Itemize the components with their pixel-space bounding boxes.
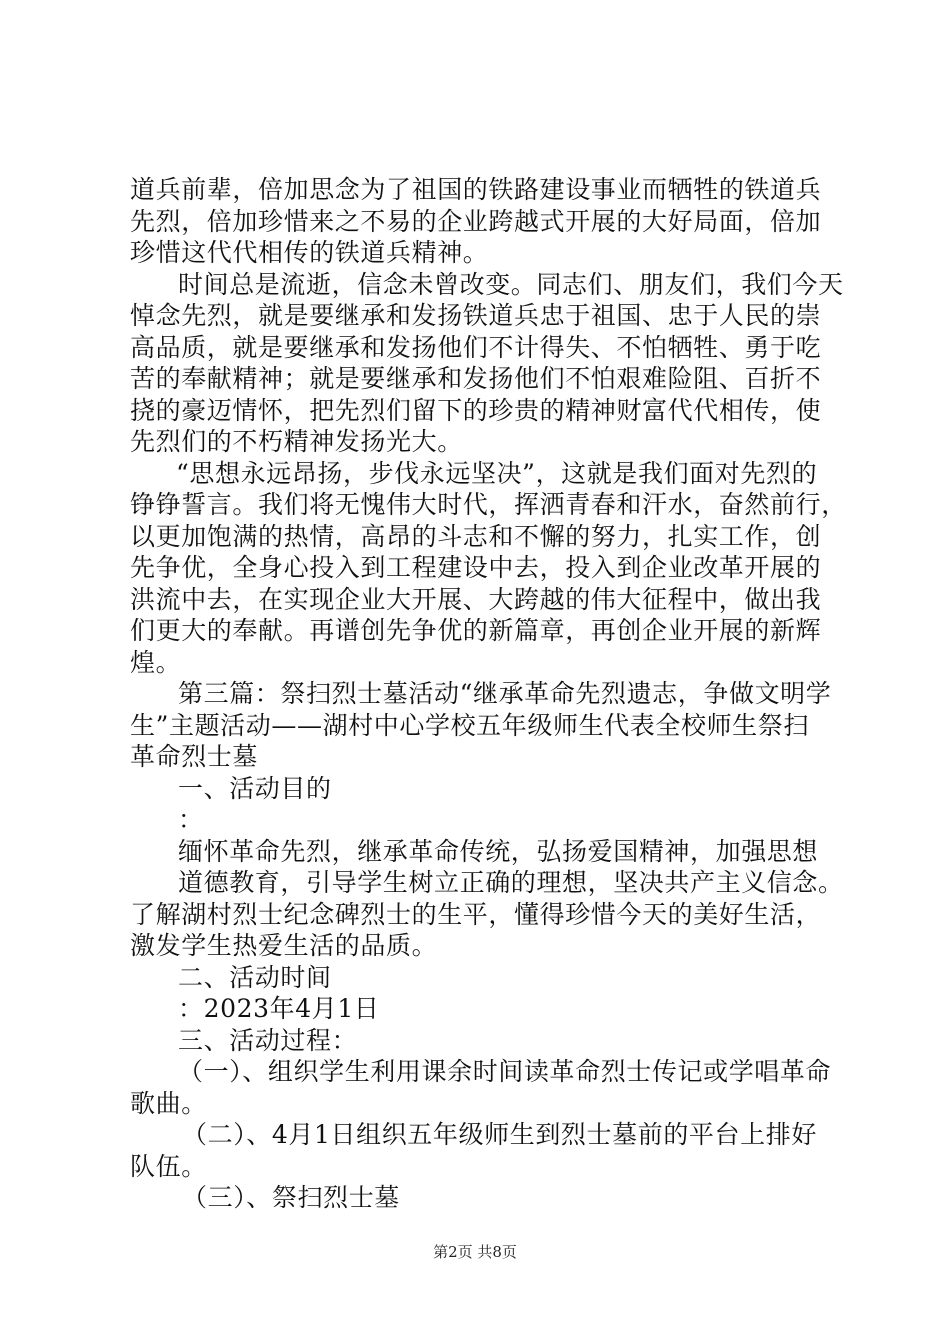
body-line: 悼念先烈，就是要继承和发扬铁道兵忠于祖国、忠于人民的崇 <box>130 301 822 330</box>
body-line: 煌。 <box>130 647 182 677</box>
section-title-line: 第三篇：祭扫烈士墓活动“继承革命先烈遗志，争做文明学 <box>178 679 832 708</box>
body-line: 了解湖村烈士纪念碑烈士的生平，懂得珍惜今天的美好生活， <box>130 899 822 929</box>
heading-line: 一、活动目的 <box>178 773 332 803</box>
page-footer: 第2页 共8页 <box>433 1243 517 1261</box>
body-line: 歌曲。 <box>130 1088 207 1118</box>
body-line: 缅怀革命先烈，继承革命传统，弘扬爱国精神，加强思想 <box>178 836 819 866</box>
body-line: （二）、4月1日组织五年级师生到烈士墓前的平台上排好 <box>182 1120 817 1149</box>
heading-line: 三、活动过程： <box>178 1025 358 1055</box>
body-line: “思想永远昂扬，步伐永远坚决”，这就是我们面对先烈的 <box>176 458 818 488</box>
body-line: 珍惜这代代相传的铁道兵精神。 <box>130 238 489 267</box>
body-line: ：2023年4月1日 <box>178 994 380 1023</box>
section-title-line: 革命烈士墓 <box>130 742 259 771</box>
body-line: 高品质，就是要继承和发扬他们不计得失、不怕牺牲、勇于吃 <box>130 332 822 362</box>
section-title-line: 生”主题活动——湖村中心学校五年级师生代表全校师生祭扫 <box>130 710 809 740</box>
body-line: （三）、祭扫烈士墓 <box>182 1183 400 1212</box>
body-line: ： <box>178 805 204 834</box>
body-line: 洪流中去，在实现企业大开展、大跨越的伟大征程中，做出我 <box>130 584 822 614</box>
body-line: 队伍。 <box>130 1151 207 1181</box>
body-line: 先争优，全身心投入到工程建设中去，投入到企业改革开展的 <box>130 553 822 582</box>
body-line: 铮铮誓言。我们将无愧伟大时代，挥洒青春和汗水，奋然前行， <box>130 490 847 519</box>
body-line: 们更大的奉献。再谱创先争优的新篇章，再创企业开展的新辉 <box>130 616 822 645</box>
body-line: 苦的奉献精神；就是要继承和发扬他们不怕艰难险阻、百折不 <box>130 364 822 393</box>
body-line: 道德教育，引导学生树立正确的理想，坚决共产主义信念。 <box>178 868 844 897</box>
body-line: （一）、组织学生利用课余时间读革命烈士传记或学唱革命 <box>178 1057 832 1086</box>
body-line: 时间总是流逝，信念未曾改变。同志们、朋友们，我们今天 <box>178 269 844 299</box>
body-line: 道兵前辈，倍加思念为了祖国的铁路建设事业而牺牲的铁道兵 <box>130 175 822 204</box>
body-line: 挠的豪迈情怀，把先烈们留下的珍贵的精神财富代代相传，使 <box>130 395 822 425</box>
body-line: 激发学生热爱生活的品质。 <box>130 931 438 960</box>
body-line: 以更加饱满的热情，高昂的斗志和不懈的努力，扎实工作，创 <box>130 521 822 551</box>
body-line: 先烈们的不朽精神发扬光大。 <box>130 427 463 456</box>
body-line: 先烈，倍加珍惜来之不易的企业跨越式开展的大好局面，倍加 <box>130 206 822 236</box>
heading-line: 二、活动时间 <box>178 962 332 992</box>
